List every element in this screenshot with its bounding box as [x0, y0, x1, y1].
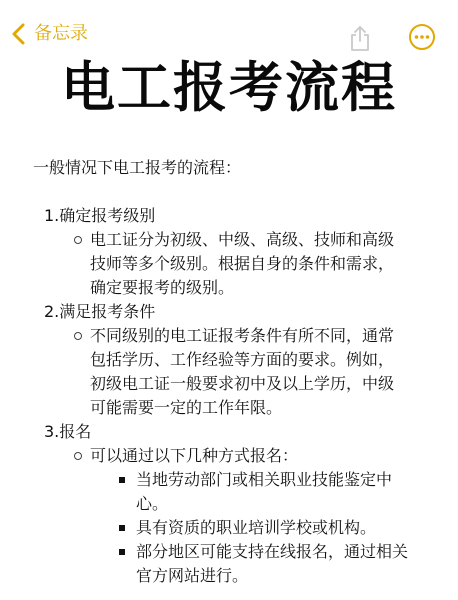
text-line: 初级电工证一般要求初中及以上学历，中级 [90, 374, 395, 393]
note-intro: 一般情况下电工报考的流程： [33, 158, 242, 177]
text-line: 不同级别的电工证报考条件有所不同，通常 [90, 326, 395, 345]
chevron-left-icon [8, 22, 30, 46]
text-line: 可以通过以下几种方式报名： [90, 446, 299, 465]
step-detail [90, 324, 430, 420]
square-bullet-icon [119, 477, 125, 483]
navigation-bar [0, 0, 458, 60]
circle-bullet-icon [74, 332, 82, 340]
method-item [136, 468, 392, 516]
text-line: 技师等多个级别。根据自身的条件和需求， [90, 254, 395, 273]
step-detail [90, 228, 430, 300]
back-button[interactable] [8, 22, 88, 46]
share-icon[interactable] [348, 24, 372, 52]
text-line: 确定要报考的级别。 [90, 278, 235, 297]
circle-bullet-icon [74, 452, 82, 460]
step-heading: 2.满足报考条件 [44, 302, 156, 321]
method-item [136, 540, 408, 588]
back-label: 备忘录 [34, 23, 88, 44]
text-line: 可能需要一定的工作年限。 [90, 398, 283, 417]
text-line: 心。 [136, 494, 169, 513]
square-bullet-icon [119, 549, 125, 555]
text-line: 当地劳动部门或相关职业技能鉴定中 [136, 470, 393, 489]
circle-bullet-icon [74, 236, 82, 244]
note-title: 电工报考流程 [61, 56, 397, 119]
text-line: 电工证分为初级、中级、高级、技师和高级 [90, 230, 395, 249]
square-bullet-icon [119, 525, 125, 531]
step-detail [90, 444, 430, 468]
text-line: 部分地区可能支持在线报名，通过相关 [136, 542, 409, 561]
text-line: 包括学历、工作经验等方面的要求。例如， [90, 350, 395, 369]
step-heading: 1.确定报考级别 [44, 206, 156, 225]
text-line: 具有资质的职业培训学校或机构。 [136, 518, 377, 537]
text-line: 官方网站进行。 [136, 566, 249, 585]
method-item [136, 516, 376, 540]
more-icon[interactable] [408, 23, 436, 51]
step-heading: 3.报名 [44, 422, 92, 441]
